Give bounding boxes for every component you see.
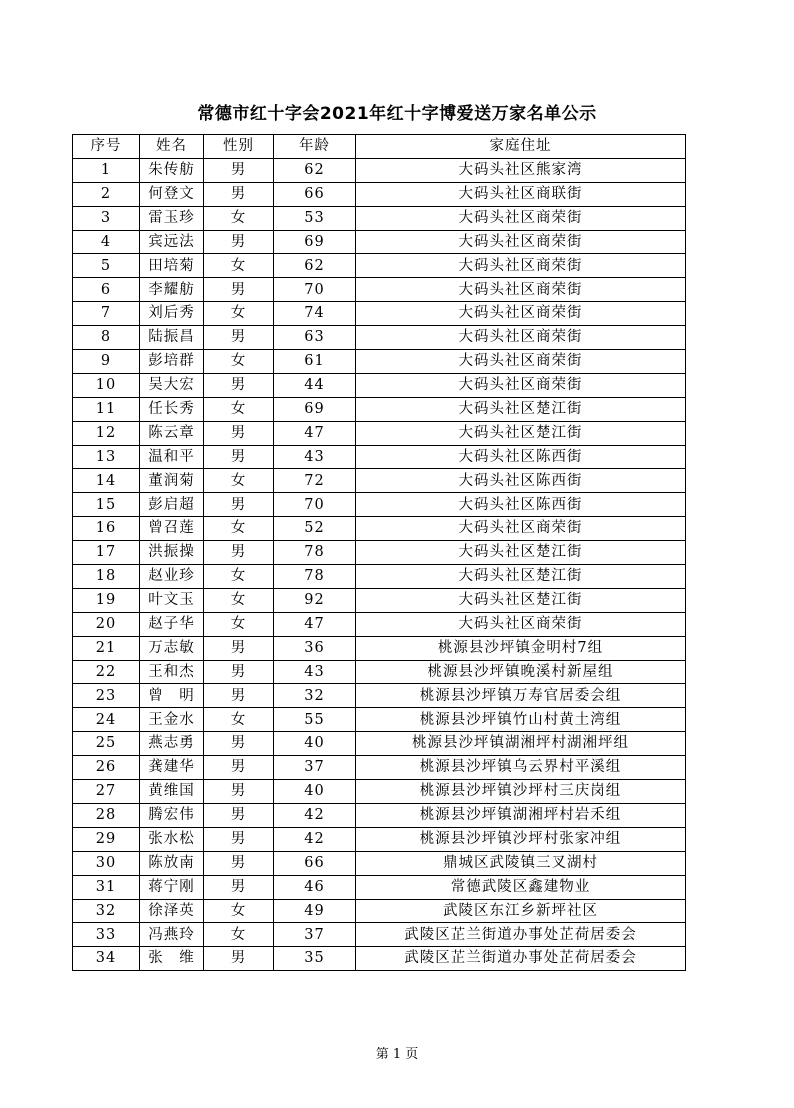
table-row <box>73 350 686 374</box>
cell-address: 武陵区芷兰街道办事处芷荷居委会 <box>356 923 686 947</box>
cell-gender: 男 <box>204 803 274 827</box>
cell-index: 4 <box>73 230 140 254</box>
table-row <box>73 517 686 541</box>
document-title: 常德市红十字会2021年红十字博爱送万家名单公示 <box>197 104 597 124</box>
cell-gender: 男 <box>204 230 274 254</box>
cell-index: 3 <box>73 206 140 230</box>
cell-name: 曾 明 <box>140 684 204 708</box>
table-row <box>73 541 686 565</box>
cell-address: 大码头社区商荣街 <box>356 254 686 278</box>
cell-index: 23 <box>73 684 140 708</box>
cell-address: 武陵区东江乡新坪社区 <box>356 899 686 923</box>
cell-age: 69 <box>274 230 356 254</box>
cell-address: 大码头社区商荣街 <box>356 326 686 350</box>
cell-address: 桃源县沙坪镇晚溪村新屋组 <box>356 660 686 684</box>
cell-age: 43 <box>274 445 356 469</box>
cell-gender: 女 <box>204 350 274 374</box>
cell-age: 55 <box>274 708 356 732</box>
cell-gender: 男 <box>204 636 274 660</box>
header-name: 姓名 <box>140 135 204 159</box>
cell-gender: 男 <box>204 541 274 565</box>
cell-age: 66 <box>274 851 356 875</box>
cell-address: 大码头社区商荣街 <box>356 278 686 302</box>
cell-address: 大码头社区商联街 <box>356 182 686 206</box>
cell-name: 曾召莲 <box>140 517 204 541</box>
cell-gender: 男 <box>204 445 274 469</box>
table-row <box>73 636 686 660</box>
cell-age: 61 <box>274 350 356 374</box>
cell-age: 32 <box>274 684 356 708</box>
table-row <box>73 780 686 804</box>
cell-gender: 女 <box>204 899 274 923</box>
table-row <box>73 493 686 517</box>
cell-gender: 男 <box>204 947 274 971</box>
cell-name: 赵业珍 <box>140 565 204 589</box>
cell-address: 大码头社区楚江街 <box>356 541 686 565</box>
cell-gender: 男 <box>204 278 274 302</box>
cell-gender: 女 <box>204 254 274 278</box>
cell-gender: 男 <box>204 373 274 397</box>
cell-gender: 男 <box>204 756 274 780</box>
cell-address: 常德武陵区鑫建物业 <box>356 875 686 899</box>
cell-index: 14 <box>73 469 140 493</box>
page-number: 第 1 页 <box>375 1047 419 1062</box>
cell-name: 燕志勇 <box>140 732 204 756</box>
cell-address: 桃源县沙坪镇湖湘坪村湖湘坪组 <box>356 732 686 756</box>
cell-name: 张 维 <box>140 947 204 971</box>
cell-gender: 男 <box>204 875 274 899</box>
table-row <box>73 302 686 326</box>
cell-name: 张水松 <box>140 827 204 851</box>
cell-age: 43 <box>274 660 356 684</box>
cell-gender: 男 <box>204 421 274 445</box>
cell-address: 大码头社区商荣街 <box>356 517 686 541</box>
cell-index: 7 <box>73 302 140 326</box>
table-row <box>73 803 686 827</box>
cell-address: 桃源县沙坪镇万寿官居委会组 <box>356 684 686 708</box>
cell-address: 大码头社区楚江街 <box>356 588 686 612</box>
header-gender: 性别 <box>204 135 274 159</box>
cell-age: 35 <box>274 947 356 971</box>
table-row <box>73 612 686 636</box>
cell-name: 陆振昌 <box>140 326 204 350</box>
cell-name: 黄维国 <box>140 780 204 804</box>
cell-gender: 女 <box>204 469 274 493</box>
cell-address: 大码头社区陈西街 <box>356 445 686 469</box>
header-age: 年龄 <box>274 135 356 159</box>
cell-gender: 男 <box>204 780 274 804</box>
cell-age: 47 <box>274 612 356 636</box>
table-header-row <box>73 135 686 159</box>
cell-name: 徐泽英 <box>140 899 204 923</box>
table-row <box>73 708 686 732</box>
cell-index: 31 <box>73 875 140 899</box>
cell-age: 78 <box>274 541 356 565</box>
table-row <box>73 875 686 899</box>
header-index: 序号 <box>73 135 140 159</box>
cell-name: 叶文玉 <box>140 588 204 612</box>
cell-name: 蒋宁刚 <box>140 875 204 899</box>
cell-gender: 女 <box>204 923 274 947</box>
cell-index: 17 <box>73 541 140 565</box>
cell-age: 70 <box>274 493 356 517</box>
cell-index: 2 <box>73 182 140 206</box>
cell-age: 49 <box>274 899 356 923</box>
cell-gender: 女 <box>204 708 274 732</box>
cell-name: 李耀舫 <box>140 278 204 302</box>
table-row <box>73 660 686 684</box>
cell-age: 40 <box>274 732 356 756</box>
cell-gender: 男 <box>204 684 274 708</box>
cell-index: 32 <box>73 899 140 923</box>
table-row <box>73 827 686 851</box>
cell-index: 5 <box>73 254 140 278</box>
cell-name: 朱传舫 <box>140 158 204 182</box>
cell-address: 武陵区芷兰街道办事处芷荷居委会 <box>356 947 686 971</box>
table-row <box>73 158 686 182</box>
table-row <box>73 254 686 278</box>
cell-age: 70 <box>274 278 356 302</box>
cell-age: 63 <box>274 326 356 350</box>
cell-gender: 女 <box>204 565 274 589</box>
cell-gender: 女 <box>204 588 274 612</box>
cell-address: 桃源县沙坪镇沙坪村张家冲组 <box>356 827 686 851</box>
cell-name: 陈云章 <box>140 421 204 445</box>
cell-address: 大码头社区楚江街 <box>356 397 686 421</box>
cell-gender: 男 <box>204 326 274 350</box>
table-row <box>73 923 686 947</box>
table-row <box>73 756 686 780</box>
cell-address: 大码头社区商荣街 <box>356 350 686 374</box>
cell-name: 董润菊 <box>140 469 204 493</box>
cell-name: 龚建华 <box>140 756 204 780</box>
cell-index: 16 <box>73 517 140 541</box>
table-row <box>73 397 686 421</box>
cell-name: 田培菊 <box>140 254 204 278</box>
cell-index: 11 <box>73 397 140 421</box>
cell-name: 吴大宏 <box>140 373 204 397</box>
table-row <box>73 899 686 923</box>
cell-name: 刘后秀 <box>140 302 204 326</box>
cell-age: 92 <box>274 588 356 612</box>
cell-name: 任长秀 <box>140 397 204 421</box>
table-row <box>73 373 686 397</box>
cell-age: 37 <box>274 923 356 947</box>
cell-age: 69 <box>274 397 356 421</box>
cell-name: 宾远法 <box>140 230 204 254</box>
table-row <box>73 469 686 493</box>
cell-index: 29 <box>73 827 140 851</box>
cell-age: 46 <box>274 875 356 899</box>
cell-name: 冯燕玲 <box>140 923 204 947</box>
cell-index: 18 <box>73 565 140 589</box>
cell-name: 雷玉珍 <box>140 206 204 230</box>
cell-age: 62 <box>274 158 356 182</box>
table-row <box>73 732 686 756</box>
cell-gender: 男 <box>204 158 274 182</box>
cell-gender: 女 <box>204 302 274 326</box>
cell-index: 22 <box>73 660 140 684</box>
cell-index: 12 <box>73 421 140 445</box>
cell-index: 13 <box>73 445 140 469</box>
cell-name: 赵子华 <box>140 612 204 636</box>
cell-index: 30 <box>73 851 140 875</box>
cell-name: 洪振操 <box>140 541 204 565</box>
cell-age: 40 <box>274 780 356 804</box>
recipient-table <box>72 134 686 971</box>
table-row <box>73 445 686 469</box>
cell-age: 42 <box>274 827 356 851</box>
table-row <box>73 182 686 206</box>
cell-name: 陈放南 <box>140 851 204 875</box>
cell-gender: 男 <box>204 851 274 875</box>
cell-address: 大码头社区商荣街 <box>356 612 686 636</box>
cell-index: 28 <box>73 803 140 827</box>
table-row <box>73 421 686 445</box>
cell-address: 大码头社区商荣街 <box>356 302 686 326</box>
cell-name: 彭培群 <box>140 350 204 374</box>
cell-name: 万志敏 <box>140 636 204 660</box>
table-row <box>73 684 686 708</box>
cell-address: 大码头社区楚江街 <box>356 565 686 589</box>
cell-address: 桃源县沙坪镇湖湘坪村岩禾组 <box>356 803 686 827</box>
cell-age: 62 <box>274 254 356 278</box>
table-row <box>73 278 686 302</box>
cell-address: 大码头社区陈西街 <box>356 493 686 517</box>
cell-name: 王和杰 <box>140 660 204 684</box>
cell-gender: 女 <box>204 397 274 421</box>
cell-gender: 男 <box>204 732 274 756</box>
cell-gender: 女 <box>204 206 274 230</box>
cell-age: 42 <box>274 803 356 827</box>
cell-address: 桃源县沙坪镇金明村7组 <box>356 636 686 660</box>
cell-index: 19 <box>73 588 140 612</box>
cell-index: 24 <box>73 708 140 732</box>
cell-index: 25 <box>73 732 140 756</box>
table-row <box>73 230 686 254</box>
cell-address: 大码头社区商荣街 <box>356 373 686 397</box>
cell-gender: 男 <box>204 493 274 517</box>
cell-age: 37 <box>274 756 356 780</box>
cell-name: 王金水 <box>140 708 204 732</box>
cell-name: 腾宏伟 <box>140 803 204 827</box>
cell-gender: 女 <box>204 612 274 636</box>
cell-index: 6 <box>73 278 140 302</box>
cell-address: 桃源县沙坪镇竹山村黄土湾组 <box>356 708 686 732</box>
cell-address: 桃源县沙坪镇乌云界村平溪组 <box>356 756 686 780</box>
cell-index: 34 <box>73 947 140 971</box>
cell-index: 33 <box>73 923 140 947</box>
cell-age: 52 <box>274 517 356 541</box>
cell-address: 大码头社区商荣街 <box>356 230 686 254</box>
cell-index: 8 <box>73 326 140 350</box>
table-row <box>73 588 686 612</box>
header-address: 家庭住址 <box>356 135 686 159</box>
cell-index: 1 <box>73 158 140 182</box>
cell-name: 彭启超 <box>140 493 204 517</box>
cell-address: 大码头社区商荣街 <box>356 206 686 230</box>
cell-index: 9 <box>73 350 140 374</box>
cell-age: 47 <box>274 421 356 445</box>
cell-address: 鼎城区武陵镇三叉湖村 <box>356 851 686 875</box>
cell-age: 36 <box>274 636 356 660</box>
cell-age: 53 <box>274 206 356 230</box>
cell-address: 大码头社区陈西街 <box>356 469 686 493</box>
cell-index: 15 <box>73 493 140 517</box>
cell-address: 大码头社区熊家湾 <box>356 158 686 182</box>
table-row <box>73 851 686 875</box>
cell-address: 桃源县沙坪镇沙坪村三庆岗组 <box>356 780 686 804</box>
cell-age: 72 <box>274 469 356 493</box>
cell-age: 78 <box>274 565 356 589</box>
cell-name: 何登文 <box>140 182 204 206</box>
table-row <box>73 947 686 971</box>
cell-address: 大码头社区楚江街 <box>356 421 686 445</box>
cell-age: 44 <box>274 373 356 397</box>
cell-gender: 女 <box>204 517 274 541</box>
cell-name: 温和平 <box>140 445 204 469</box>
cell-index: 10 <box>73 373 140 397</box>
cell-index: 27 <box>73 780 140 804</box>
cell-index: 21 <box>73 636 140 660</box>
table-row <box>73 206 686 230</box>
cell-index: 26 <box>73 756 140 780</box>
cell-gender: 男 <box>204 660 274 684</box>
cell-index: 20 <box>73 612 140 636</box>
cell-gender: 男 <box>204 182 274 206</box>
table-row <box>73 565 686 589</box>
cell-age: 66 <box>274 182 356 206</box>
cell-age: 74 <box>274 302 356 326</box>
table-row <box>73 326 686 350</box>
cell-gender: 男 <box>204 827 274 851</box>
